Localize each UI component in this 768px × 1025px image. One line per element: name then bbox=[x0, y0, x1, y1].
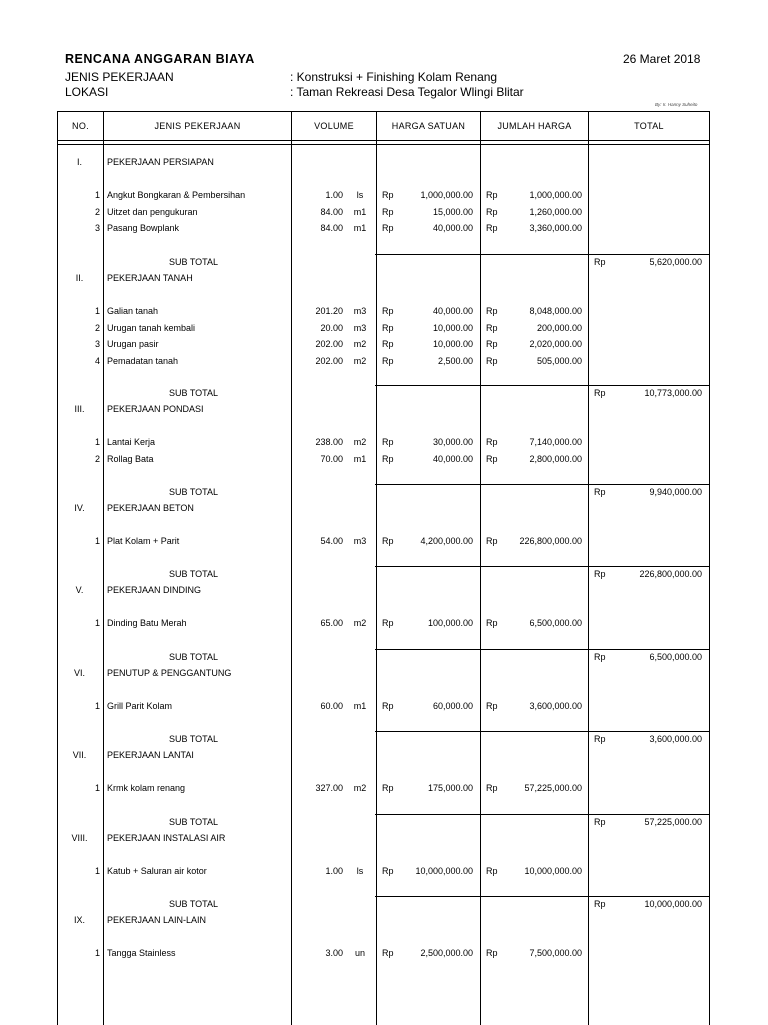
item-amount: 3,360,000.00 bbox=[529, 223, 582, 233]
item-currency: Rp bbox=[486, 206, 498, 217]
item-currency: Rp bbox=[486, 190, 498, 200]
item-volume: 202.00 bbox=[315, 339, 343, 349]
item-currency: Rp bbox=[486, 866, 498, 876]
location-label: LOKASI bbox=[65, 85, 109, 99]
item-amount: 7,500,000.00 bbox=[529, 948, 582, 958]
item-unit: m1 bbox=[353, 206, 367, 217]
item-amount: 226,800,000.00 bbox=[519, 536, 582, 546]
header-no: NO. bbox=[72, 121, 89, 131]
item-unit: ls bbox=[356, 190, 364, 200]
subtotal-currency: Rp bbox=[594, 569, 606, 579]
item-currency: Rp bbox=[382, 453, 394, 464]
item-name: Katub + Saluran air kotor bbox=[107, 866, 207, 876]
item-volume: 201.20 bbox=[315, 306, 343, 316]
doc-date: 26 Maret 2018 bbox=[623, 52, 701, 66]
item-currency: Rp bbox=[382, 322, 394, 333]
section-title: PEKERJAAN DINDING bbox=[107, 585, 202, 595]
item-volume: 1.00 bbox=[325, 866, 343, 876]
item-volume: 3.00 bbox=[325, 948, 343, 958]
item-unit-price: 15,000.00 bbox=[432, 206, 473, 217]
item-no: 1 bbox=[94, 190, 100, 200]
col-divider bbox=[103, 112, 104, 1025]
item-unit: m2 bbox=[353, 339, 367, 349]
subtotal-value: 57,225,000.00 bbox=[644, 817, 702, 827]
header-harga-satuan: HARGA SATUAN bbox=[391, 121, 466, 131]
item-currency: Rp bbox=[486, 783, 498, 793]
item-currency: Rp bbox=[382, 437, 394, 447]
item-unit: m1 bbox=[353, 453, 367, 464]
subtotal-rule bbox=[375, 649, 709, 650]
item-unit-price: 40,000.00 bbox=[432, 453, 473, 464]
item-amount: 1,000,000.00 bbox=[529, 190, 582, 200]
item-currency: Rp bbox=[382, 339, 394, 349]
item-no: 1 bbox=[94, 866, 100, 876]
header-total: TOTAL bbox=[634, 121, 664, 131]
item-no: 1 bbox=[94, 306, 100, 316]
item-currency: Rp bbox=[382, 536, 394, 546]
item-currency: Rp bbox=[382, 783, 394, 793]
item-unit-price: 4,200,000.00 bbox=[420, 536, 473, 546]
subtotal-rule bbox=[375, 254, 709, 255]
item-name: Krmk kolam renang bbox=[107, 783, 186, 793]
item-unit-price: 2,500,000.00 bbox=[420, 948, 473, 958]
subtotal-value: 226,800,000.00 bbox=[639, 569, 702, 579]
item-unit-price: 100,000.00 bbox=[427, 618, 473, 628]
item-no: 3 bbox=[94, 223, 100, 233]
item-volume: 65.00 bbox=[320, 618, 343, 628]
item-volume: 327.00 bbox=[315, 783, 343, 793]
subtotal-label: SUB TOTAL bbox=[169, 388, 219, 398]
item-unit-price: 10,000.00 bbox=[432, 322, 473, 333]
item-unit-price: 60,000.00 bbox=[432, 701, 473, 711]
item-volume: 202.00 bbox=[315, 355, 343, 366]
item-currency: Rp bbox=[486, 948, 498, 958]
item-unit: m3 bbox=[353, 306, 367, 316]
item-currency: Rp bbox=[382, 206, 394, 217]
section-numeral: I. bbox=[76, 157, 82, 167]
item-name: Uitzet dan pengukuran bbox=[107, 206, 198, 217]
item-unit-price: 1,000,000.00 bbox=[420, 190, 473, 200]
item-volume: 70.00 bbox=[320, 453, 343, 464]
item-currency: Rp bbox=[382, 355, 394, 366]
subtotal-label: SUB TOTAL bbox=[169, 817, 219, 827]
item-amount: 505,000.00 bbox=[536, 355, 582, 366]
col-divider bbox=[291, 112, 292, 1025]
section-numeral: II. bbox=[75, 273, 84, 283]
doc-title: RENCANA ANGGARAN BIAYA bbox=[65, 52, 255, 66]
section-title: PEKERJAAN LAIN-LAIN bbox=[107, 915, 207, 925]
subtotal-value: 5,620,000.00 bbox=[649, 257, 702, 267]
item-name: Tangga Stainless bbox=[107, 948, 176, 958]
subtotal-currency: Rp bbox=[594, 734, 606, 744]
item-currency: Rp bbox=[382, 948, 394, 958]
col-divider bbox=[480, 112, 481, 1025]
item-amount: 3,600,000.00 bbox=[529, 701, 582, 711]
subtotal-value: 9,940,000.00 bbox=[649, 487, 702, 497]
subtotal-rule bbox=[375, 814, 709, 815]
item-name: Pasang Bowplank bbox=[107, 223, 180, 233]
item-no: 1 bbox=[94, 536, 100, 546]
header-jumlah-harga: JUMLAH HARGA bbox=[497, 121, 572, 131]
subtotal-label: SUB TOTAL bbox=[169, 734, 219, 744]
item-unit: ls bbox=[356, 866, 364, 876]
item-currency: Rp bbox=[486, 339, 498, 349]
header-jenis-pekerjaan: JENIS PEKERJAAN bbox=[154, 121, 241, 131]
subtotal-currency: Rp bbox=[594, 257, 606, 267]
section-title: PEKERJAAN BETON bbox=[107, 503, 194, 513]
item-currency: Rp bbox=[486, 437, 498, 447]
item-currency: Rp bbox=[486, 355, 498, 366]
section-numeral: VIII. bbox=[71, 833, 88, 843]
subtotal-currency: Rp bbox=[594, 899, 606, 909]
item-amount: 7,140,000.00 bbox=[529, 437, 582, 447]
item-currency: Rp bbox=[486, 322, 498, 333]
item-volume: 84.00 bbox=[320, 223, 343, 233]
section-title: PEKERJAAN PERSIAPAN bbox=[107, 157, 214, 167]
subtotal-currency: Rp bbox=[594, 652, 606, 662]
subtotal-label: SUB TOTAL bbox=[169, 487, 219, 497]
item-unit-price: 175,000.00 bbox=[427, 783, 473, 793]
section-numeral: III. bbox=[74, 404, 85, 414]
section-title: PEKERJAAN TANAH bbox=[107, 273, 193, 283]
item-amount: 1,260,000.00 bbox=[529, 206, 582, 217]
item-unit: m2 bbox=[353, 355, 367, 366]
item-no: 4 bbox=[94, 355, 100, 366]
budget-table bbox=[57, 111, 710, 1025]
item-unit-price: 30,000.00 bbox=[432, 437, 473, 447]
subtotal-value: 10,000,000.00 bbox=[644, 899, 702, 909]
item-amount: 57,225,000.00 bbox=[524, 783, 582, 793]
subtotal-rule bbox=[375, 566, 709, 567]
item-name: Galian tanah bbox=[107, 306, 159, 316]
item-no: 3 bbox=[94, 339, 100, 349]
item-unit: m2 bbox=[353, 437, 367, 447]
item-volume: 238.00 bbox=[315, 437, 343, 447]
item-no: 1 bbox=[94, 701, 100, 711]
item-volume: 54.00 bbox=[320, 536, 343, 546]
item-name: Plat Kolam + Parit bbox=[107, 536, 180, 546]
item-no: 2 bbox=[94, 453, 100, 464]
item-name: Angkut Bongkaran & Pembersihan bbox=[107, 190, 246, 200]
item-currency: Rp bbox=[486, 536, 498, 546]
item-amount: 2,020,000.00 bbox=[529, 339, 582, 349]
job-value: : Konstruksi + Finishing Kolam Renang bbox=[290, 70, 498, 84]
item-currency: Rp bbox=[486, 453, 498, 464]
subtotal-currency: Rp bbox=[594, 817, 606, 827]
item-volume: 84.00 bbox=[320, 206, 343, 217]
location-value: : Taman Rekreasi Desa Tegalor Wlingi Blitar bbox=[290, 85, 524, 99]
item-currency: Rp bbox=[486, 701, 498, 711]
item-currency: Rp bbox=[382, 223, 394, 233]
item-unit-price: 2,500.00 bbox=[437, 355, 473, 366]
section-title: PEKERJAAN INSTALASI AIR bbox=[107, 833, 226, 843]
item-volume: 1.00 bbox=[325, 190, 343, 200]
subtotal-label: SUB TOTAL bbox=[169, 257, 219, 267]
item-no: 2 bbox=[94, 206, 100, 217]
item-unit: m2 bbox=[353, 618, 367, 628]
col-divider bbox=[376, 112, 377, 1025]
item-unit: m3 bbox=[353, 536, 367, 546]
section-numeral: VI. bbox=[73, 668, 85, 678]
job-label: JENIS PEKERJAAN bbox=[65, 70, 174, 84]
item-name: Pemadatan tanah bbox=[107, 355, 179, 366]
item-no: 2 bbox=[94, 322, 100, 333]
item-amount: 10,000,000.00 bbox=[524, 866, 582, 876]
section-numeral: V. bbox=[75, 585, 84, 595]
item-unit-price: 10,000,000.00 bbox=[415, 866, 473, 876]
item-name: Urugan pasir bbox=[107, 339, 159, 349]
item-name: Urugan tanah kembali bbox=[107, 322, 196, 333]
subtotal-currency: Rp bbox=[594, 487, 606, 497]
item-name: Grill Parit Kolam bbox=[107, 701, 173, 711]
item-unit-price: 40,000.00 bbox=[432, 223, 473, 233]
item-unit: m1 bbox=[353, 223, 367, 233]
item-amount: 8,048,000.00 bbox=[529, 306, 582, 316]
item-name: Rollag Bata bbox=[107, 453, 154, 464]
item-currency: Rp bbox=[382, 618, 394, 628]
subtotal-value: 10,773,000.00 bbox=[644, 388, 702, 398]
item-no: 1 bbox=[94, 437, 100, 447]
item-currency: Rp bbox=[486, 223, 498, 233]
section-title: PENUTUP & PENGGANTUNG bbox=[107, 668, 232, 678]
header-rule bbox=[58, 140, 709, 141]
subtotal-rule bbox=[375, 731, 709, 732]
subtotal-currency: Rp bbox=[594, 388, 606, 398]
header-rule bbox=[58, 144, 709, 145]
subtotal-value: 3,600,000.00 bbox=[649, 734, 702, 744]
section-numeral: VII. bbox=[72, 750, 87, 760]
item-currency: Rp bbox=[382, 866, 394, 876]
item-no: 1 bbox=[94, 948, 100, 958]
section-numeral: IX. bbox=[73, 915, 85, 925]
item-currency: Rp bbox=[486, 306, 498, 316]
item-unit-price: 10,000.00 bbox=[432, 339, 473, 349]
item-amount: 200,000.00 bbox=[536, 322, 582, 333]
author-credit: By: Ir. Hanny Suheito bbox=[655, 102, 698, 107]
item-unit: un bbox=[354, 948, 365, 958]
item-no: 1 bbox=[94, 783, 100, 793]
item-no: 1 bbox=[94, 618, 100, 628]
section-title: PEKERJAAN PONDASI bbox=[107, 404, 204, 414]
subtotal-label: SUB TOTAL bbox=[169, 652, 219, 662]
item-currency: Rp bbox=[382, 306, 394, 316]
section-numeral: IV. bbox=[74, 503, 85, 513]
item-unit: m2 bbox=[353, 783, 367, 793]
subtotal-label: SUB TOTAL bbox=[169, 899, 219, 909]
col-divider bbox=[588, 112, 589, 1025]
item-unit-price: 40,000.00 bbox=[432, 306, 473, 316]
item-amount: 6,500,000.00 bbox=[529, 618, 582, 628]
item-unit: m1 bbox=[353, 701, 367, 711]
header-volume: VOLUME bbox=[314, 121, 354, 131]
subtotal-rule bbox=[375, 484, 709, 485]
item-volume: 20.00 bbox=[320, 322, 343, 333]
item-currency: Rp bbox=[486, 618, 498, 628]
item-amount: 2,800,000.00 bbox=[529, 453, 582, 464]
subtotal-rule bbox=[375, 385, 709, 386]
section-title: PEKERJAAN LANTAI bbox=[107, 750, 194, 760]
item-name: Lantai Kerja bbox=[107, 437, 156, 447]
subtotal-rule bbox=[375, 896, 709, 897]
item-currency: Rp bbox=[382, 701, 394, 711]
item-unit: m3 bbox=[353, 322, 367, 333]
item-name: Dinding Batu Merah bbox=[107, 618, 187, 628]
item-currency: Rp bbox=[382, 190, 394, 200]
subtotal-label: SUB TOTAL bbox=[169, 569, 219, 579]
subtotal-value: 6,500,000.00 bbox=[649, 652, 702, 662]
item-volume: 60.00 bbox=[320, 701, 343, 711]
